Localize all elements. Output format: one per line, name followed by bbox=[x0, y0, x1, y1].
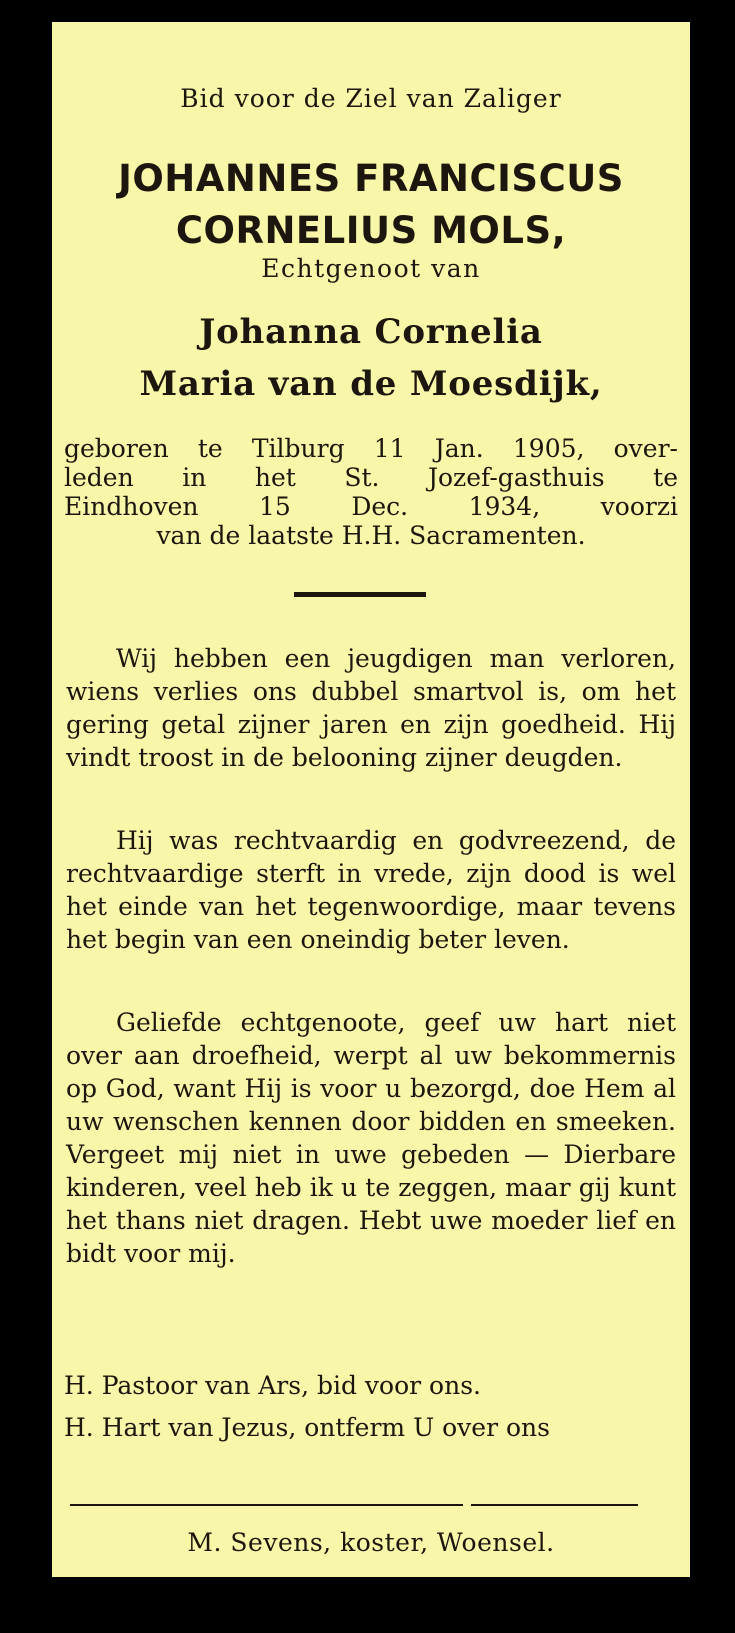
bio-line: geboren te Tilburg 11 Jan. 1905, over- bbox=[64, 434, 678, 463]
prayer-intro: Bid voor de Ziel van Zaliger bbox=[180, 84, 562, 113]
paragraph-righteous: Hij was rechtvaardig en godvreezend, de rechtvaardige sterft in vrede, zijn dood is wel het einde van het tegenwoordige, maar tevens het begin van een oneindig beter leven. bbox=[66, 826, 676, 954]
deceased-name-line2: CORNELIUS MOLS, bbox=[175, 209, 567, 252]
divider bbox=[294, 592, 426, 597]
memorial-card bbox=[52, 22, 690, 1577]
bio-line: leden in het St. Jozef-gasthuis te bbox=[64, 463, 678, 492]
paragraph-loss: Wij hebben een jeugdigen man verloren, wiens verlies ons dubbel smartvol is, om het gering getal zijner jaren en zijn goedheid. Hij vindt troost in de belooning zijner deugden. bbox=[66, 644, 676, 772]
spouse-name-line1: Johanna Cornelia bbox=[199, 312, 543, 352]
footer-rule-right bbox=[471, 1504, 638, 1506]
printer-credit: M. Sevens, koster, Woensel. bbox=[187, 1528, 555, 1557]
footer-rule-left bbox=[70, 1504, 463, 1506]
prayer-ars: H. Pastoor van Ars, bid voor ons. bbox=[64, 1371, 481, 1400]
spouse-name-line2: Maria van de Moesdijk, bbox=[139, 364, 603, 404]
spouse-intro: Echtgenoot van bbox=[261, 254, 481, 283]
biography bbox=[64, 434, 678, 550]
prayer-sacred-heart: H. Hart van Jezus, ontferm U over ons bbox=[64, 1413, 550, 1442]
deceased-name-line1: JOHANNES FRANCISCUS bbox=[118, 157, 624, 200]
bio-line: van de laatste H.H. Sacramenten. bbox=[156, 521, 586, 550]
paragraph-spouse: Geliefde echtgenoote, geef uw hart niet over aan droefheid, werpt al uw bekommernis op God, want Hij is voor u bezorgd, doe Hem al uw wenschen kennen door bidden en smeeken. Vergeet mij niet in uwe gebeden — Dierbare kinderen, veel heb ik u te zeggen, maar gij kunt het thans niet dragen. Hebt uwe moeder lief en bidt voor mij. bbox=[66, 1008, 676, 1268]
bio-line: Eindhoven 15 Dec. 1934, voorzi bbox=[64, 492, 678, 521]
